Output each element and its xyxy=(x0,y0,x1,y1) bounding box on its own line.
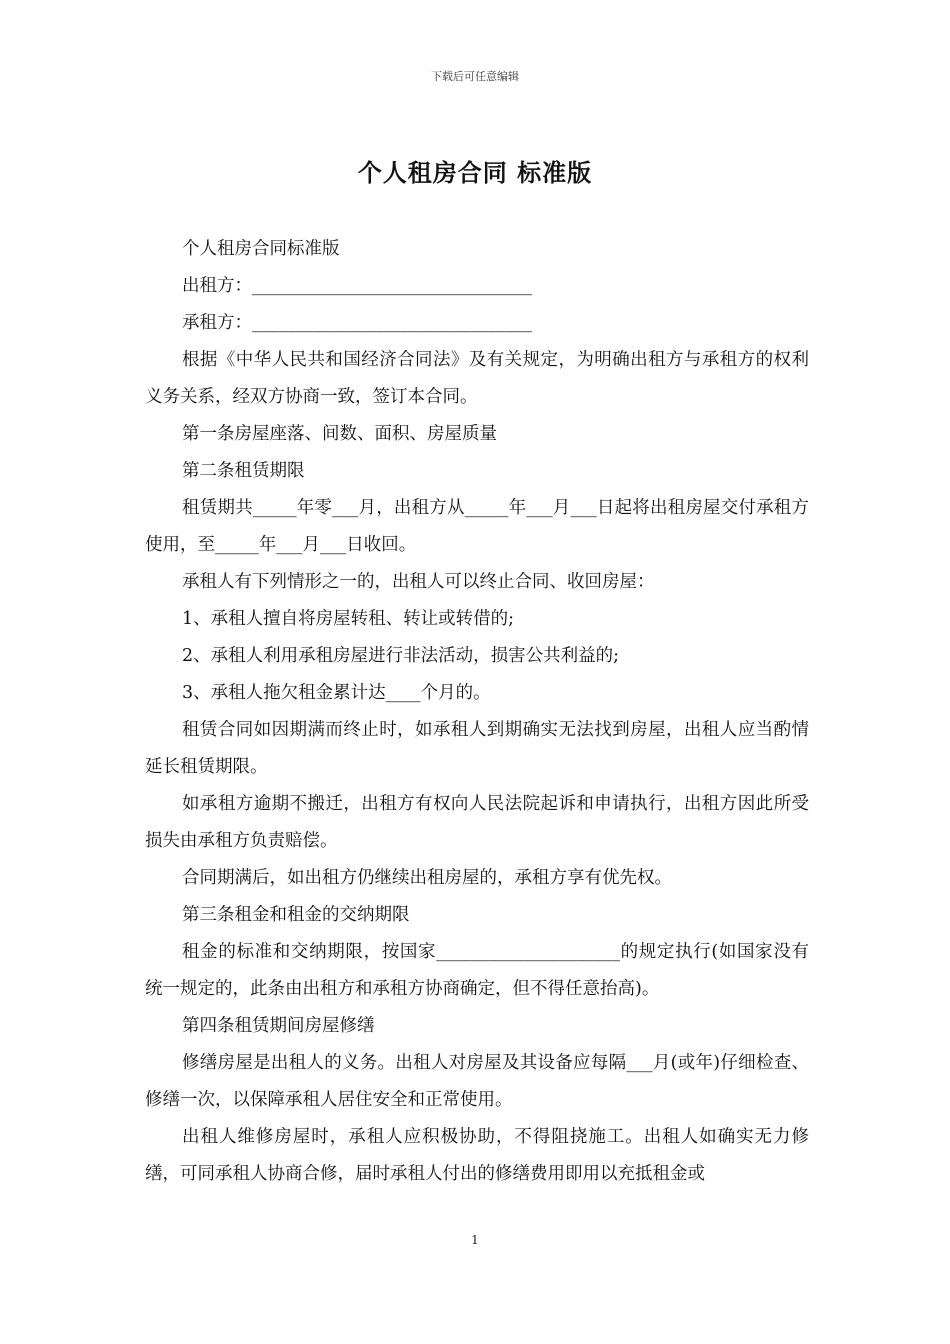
paragraph-repair-duty: 修缮房屋是出租人的义务。出租人对房屋及其设备应每隔___月(或年)仔细检查、修缮一次，以保障承租人居住安全和正常使用。 xyxy=(145,1053,809,1110)
page-title: 个人租房合同 标准版 xyxy=(357,159,593,187)
paragraph-preamble: 根据《中华人民共和国经济合同法》及有关规定，为明确出租方与承租方的权利义务关系，经双方协商一致，签订本合同。 xyxy=(145,350,809,407)
paragraph-extension: 租赁合同如因期满而终止时，如承租人到期确实无法找到房屋，出租人应当酌情延长租赁期限。 xyxy=(145,720,809,777)
header-note: 下载后可任意编辑 xyxy=(431,70,519,83)
clause-heading-2: 第二条租赁期限 xyxy=(182,461,305,481)
list-item-condition-3: 3、承租人拖欠租金累计达____个月的。 xyxy=(182,683,491,703)
clause-heading-1: 第一条房屋座落、间数、面积、房屋质量 xyxy=(182,424,497,444)
clause-heading-3: 第三条租金和租金的交纳期限 xyxy=(182,905,410,925)
paragraph-lease-term: 租赁期共_____年零___月，出租方从_____年___月___日起将出租房屋交付承租方使用，至_____年___月___日收回。 xyxy=(145,498,809,555)
paragraph-priority: 合同期满后，如出租方仍继续出租房屋的，承租方享有优先权。 xyxy=(182,868,672,888)
paragraph-subtitle: 个人租房合同标准版 xyxy=(182,239,340,259)
paragraph-termination-conditions: 承租人有下列情形之一的，出租人可以终止合同、收回房屋： xyxy=(182,572,655,592)
paragraph-rent-standard: 租金的标准和交纳期限，按国家_____________________的规定执行(如国家没有统一规定的，此条由出租方和承租方协商确定，但不得任意抬高)。 xyxy=(145,942,809,999)
clause-heading-4: 第四条租赁期间房屋修缮 xyxy=(182,1016,375,1036)
paragraph-lessor-field: 出租方：________________________________ xyxy=(182,276,532,296)
paragraph-repair-cooperation: 出租人维修房屋时，承租人应积极协助，不得阻挠施工。出租人如确实无力修缮，可同承租人协商合修，届时承租人付出的修缮费用即用以充抵租金或 xyxy=(145,1127,809,1184)
page-number: 1 xyxy=(471,1233,479,1247)
document-body xyxy=(145,231,809,1193)
list-item-condition-1: 1、承租人擅自将房屋转租、转让或转借的; xyxy=(182,609,515,629)
list-item-condition-2: 2、承租人利用承租房屋进行非法活动，损害公共利益的; xyxy=(182,646,620,666)
paragraph-lessee-field: 承租方：________________________________ xyxy=(182,313,532,333)
paragraph-overstay: 如承租方逾期不搬迁，出租方有权向人民法院起诉和申请执行，出租方因此所受损失由承租方负责赔偿。 xyxy=(145,794,809,851)
